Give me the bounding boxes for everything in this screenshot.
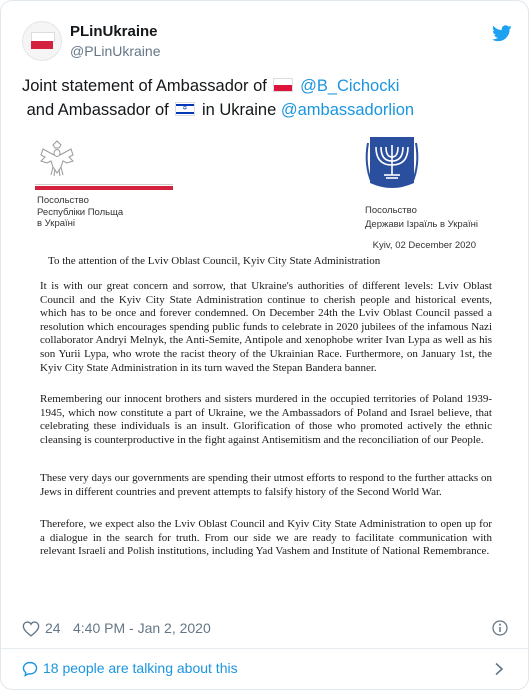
twitter-bird-icon[interactable]: [492, 25, 512, 42]
document-paragraph: It is with our great concern and sorrow, that Ukraine's authorities of different levels: Lviv Oblast Council and the Kyiv City State Administration continue to cherish people and historical events, which has to be once and forever condemned. On December 24th the Lviv Oblast Council passed a resolution which encourages spending public funds to celebrate in 2020 jubilees of the infamous Nazi collaborator Andryi Melnyk, the Anti-Semite, Antipole and xenophobe writer Ivan Lypa as well as his son Yurii Lypa, who wrote the racist theory of the Ukrainian Race. Furthermore, on January 1st, the Kyiv City State Administration in its turn waved the Stepan Bandera banner.: [40, 280, 492, 374]
statement-image[interactable]: [22, 131, 509, 601]
tweet-meta: [22, 617, 512, 641]
il-embassy-label: Посольство Держави Ізраїль в Україні: [365, 205, 478, 230]
conversation-link[interactable]: [22, 658, 512, 680]
document-paragraph: These very days our governments are spending their utmost efforts to respond to the further attacks on Jews in different countries and prevent attempts to falsify history of the Second World War.: [40, 472, 492, 498]
tweet-text-line2-mid: in Ukraine: [201, 101, 277, 119]
tweet-text-line2: and Ambassador of: [26, 101, 169, 119]
tweet-text: [22, 74, 512, 122]
account-handle[interactable]: @PLinUkraine: [70, 43, 161, 59]
document-paragraph: Therefore, we expect also the Lviv Oblast Council and Kyiv City State Administration to open up for a dialogue in the search for truth. From our side we are ready to facilitate communication with relevant Israeli and Polish institutions, including Yad Vashem and Institute of National Remembrance.: [40, 518, 492, 558]
pl-letterhead-red-rule: [35, 186, 173, 190]
document-addressee: To the attention of the Lviv Oblast Council, Kyiv City State Administration: [48, 255, 381, 267]
document-date: Kyiv, 02 December 2020: [372, 240, 476, 251]
chevron-right-icon: [494, 662, 504, 676]
document-paragraph: Remembering our innocent brothers and sisters murdered in the occupied territories of Poland 1939-1945, which now constitute a part of Ukraine, we the Ambassadors of Poland and Israel believe, that celebrating these individuals is an insult. Glorification of those who promoted actively the ethnic cleansing is counterproductive in the fight against Antisemitism and the reconciliation of our People.: [40, 393, 492, 446]
polish-eagle-icon: [37, 139, 77, 179]
tweet-header: [22, 21, 512, 67]
mention-ambassadorlion[interactable]: @ambassadorlion: [280, 101, 415, 119]
speech-bubble-icon: [22, 661, 38, 677]
poland-flag-icon: [273, 78, 293, 92]
info-icon[interactable]: [492, 620, 508, 636]
mention-b-cichocki[interactable]: @B_Cichocki: [300, 77, 400, 95]
pl-embassy-label: Посольство Республіки Польща в Україні: [37, 195, 124, 229]
avatar[interactable]: [22, 21, 62, 61]
divider: [1, 648, 528, 649]
talking-count-label: 18 people are talking about this: [43, 660, 238, 676]
heart-icon[interactable]: [22, 621, 40, 637]
israel-menorah-emblem-icon: [362, 133, 422, 197]
account-name[interactable]: PLinUkraine: [70, 23, 158, 40]
like-count[interactable]: 24: [45, 620, 61, 636]
tweet-timestamp[interactable]: 4:40 PM - Jan 2, 2020: [73, 620, 211, 636]
tweet-text-line1: Joint statement of Ambassador of: [22, 77, 267, 95]
israel-flag-icon: ✡: [175, 102, 195, 116]
